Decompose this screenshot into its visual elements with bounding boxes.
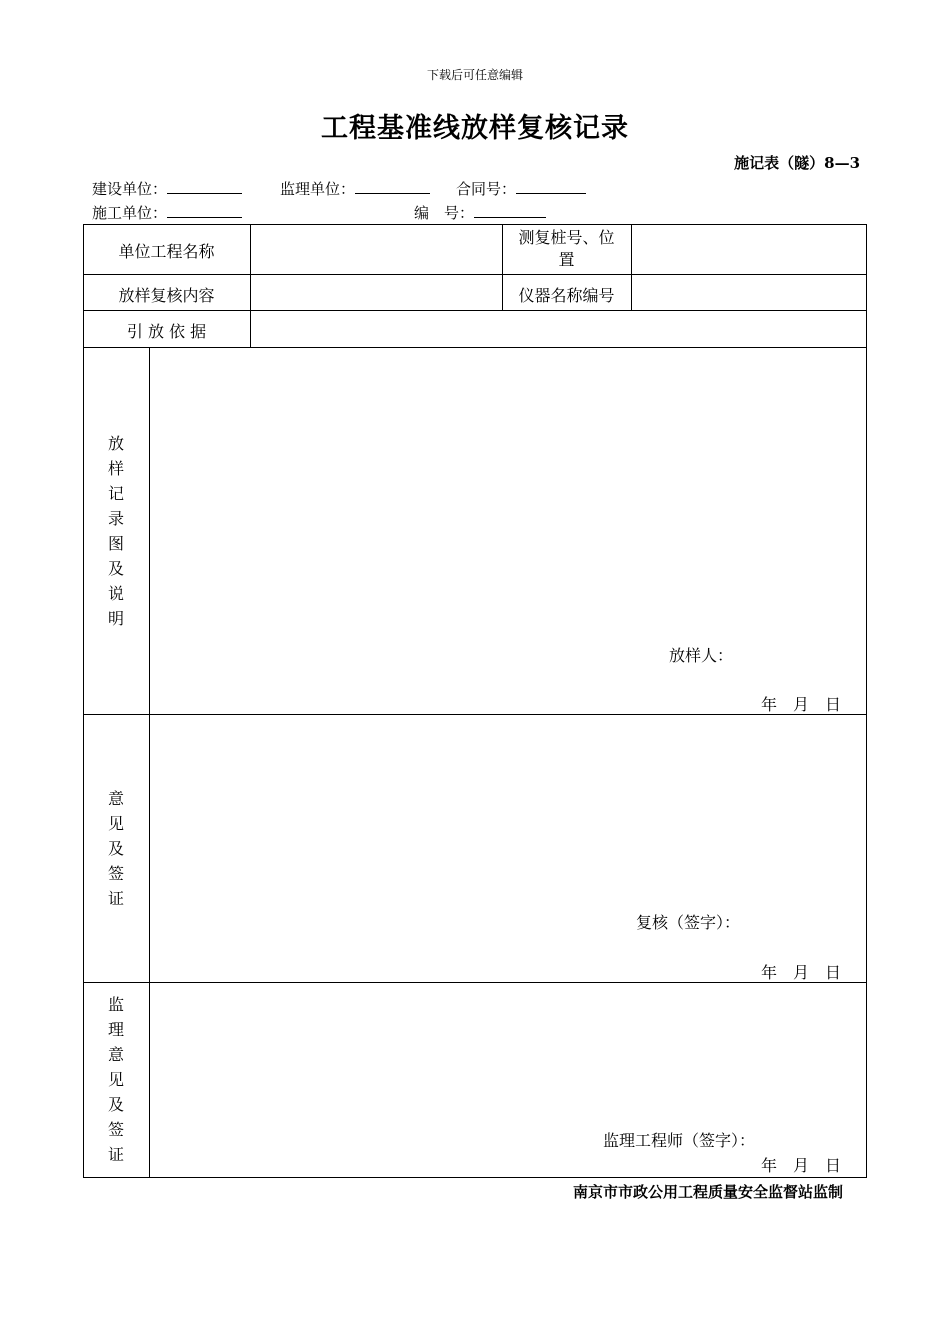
opinion-label xyxy=(83,786,149,911)
unit-project-name-label: 单位工程名称 xyxy=(118,242,215,261)
layout-review-content-label: 放样复核内容 xyxy=(118,286,215,305)
label-char: 及 xyxy=(107,1095,124,1114)
reference-basis-cell[interactable] xyxy=(251,311,866,347)
construction-unit-label: 建设单位： xyxy=(92,180,168,198)
unit-project-name-cell[interactable] xyxy=(251,225,501,274)
serial-no-blank[interactable] xyxy=(474,202,546,218)
instrument-name-cell[interactable] xyxy=(632,275,866,310)
layout-review-content-cell[interactable] xyxy=(251,275,501,310)
supervision-unit-blank[interactable] xyxy=(355,178,430,194)
form-number: 施记表（隧）8—3 xyxy=(734,154,860,172)
supervision-date: 年 月 日 xyxy=(761,1156,842,1175)
label-char: 录 xyxy=(107,509,124,528)
label-char: 及 xyxy=(107,839,124,858)
label-char: 说 xyxy=(107,584,124,603)
label-char: 样 xyxy=(107,459,124,478)
label-char: 签 xyxy=(107,1120,124,1139)
contract-no-label: 合同号： xyxy=(456,180,517,198)
label-char: 记 xyxy=(107,484,124,503)
survey-stake-label xyxy=(502,227,631,271)
label-char: 图 xyxy=(107,534,124,553)
label-char: 意 xyxy=(107,789,124,808)
page-title: 工程基准线放样复核记录 xyxy=(321,113,629,144)
builder-unit-field xyxy=(92,202,242,223)
label-char: 及 xyxy=(107,559,124,578)
top-note: 下载后可任意编辑 xyxy=(426,68,523,82)
layout-date: 年 月 日 xyxy=(761,695,842,714)
builder-unit-label: 施工单位： xyxy=(92,204,168,222)
builder-unit-blank[interactable] xyxy=(167,202,242,218)
label-char: 签 xyxy=(107,864,124,883)
table-border-right xyxy=(866,224,867,1178)
record-table xyxy=(83,224,867,1178)
serial-no-label: 编 号： xyxy=(414,204,475,222)
serial-no-field xyxy=(414,202,546,223)
instrument-name-label: 仪器名称编号 xyxy=(518,286,615,305)
footer-issuer: 南京市市政公用工程质量安全监督站监制 xyxy=(572,1183,843,1201)
opinion-area[interactable] xyxy=(150,715,866,982)
label-char: 意 xyxy=(107,1045,124,1064)
label-char: 见 xyxy=(107,1070,124,1089)
label-char: 见 xyxy=(107,814,124,833)
layout-record-area[interactable] xyxy=(150,348,866,714)
survey-stake-cell[interactable] xyxy=(632,225,866,274)
construction-unit-blank[interactable] xyxy=(167,178,242,194)
survey-stake-label-line2: 置 xyxy=(558,250,575,269)
label-char: 理 xyxy=(107,1020,124,1039)
supervision-opinion-area[interactable] xyxy=(150,983,866,1177)
reference-basis-label: 引 放 依 据 xyxy=(126,322,207,341)
survey-stake-label-line1: 测复桩号、位 xyxy=(518,228,615,247)
label-char: 放 xyxy=(107,434,124,453)
layout-person-sign: 放样人： xyxy=(669,646,734,665)
construction-unit-field xyxy=(92,178,242,199)
review-sign: 复核（签字）： xyxy=(636,913,741,932)
supervision-engineer-sign: 监理工程师（签字）： xyxy=(603,1131,756,1150)
contract-no-blank[interactable] xyxy=(516,178,586,194)
label-char: 证 xyxy=(107,889,124,908)
supervision-unit-field xyxy=(280,178,430,199)
label-char: 证 xyxy=(107,1145,124,1164)
contract-no-field xyxy=(456,178,586,199)
layout-record-label xyxy=(83,431,149,631)
supervision-opinion-label xyxy=(83,992,149,1167)
table-border-bottom xyxy=(83,1177,867,1178)
label-char: 监 xyxy=(107,995,124,1014)
supervision-unit-label: 监理单位： xyxy=(280,180,356,198)
label-char: 明 xyxy=(107,609,124,628)
review-date: 年 月 日 xyxy=(761,963,842,982)
